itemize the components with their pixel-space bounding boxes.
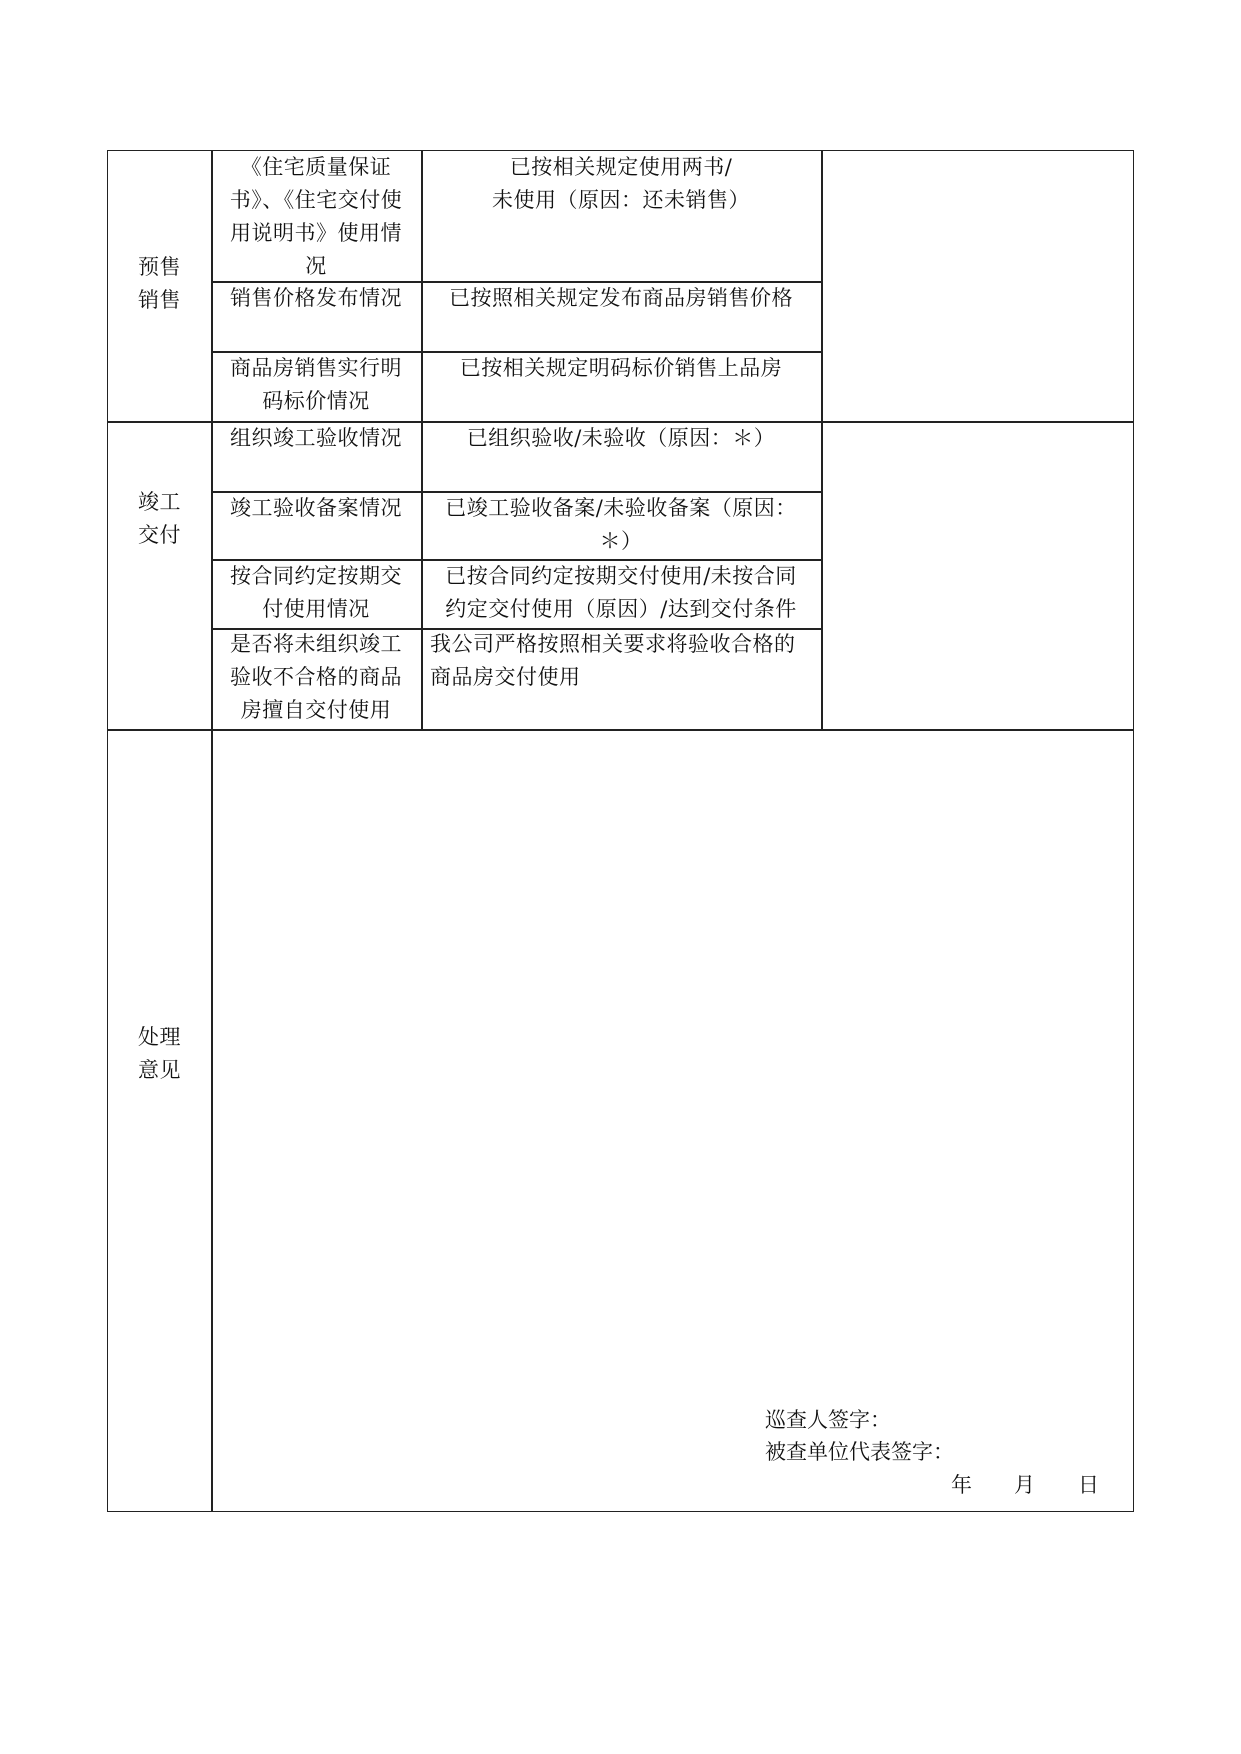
inspection-table [107,150,1134,1512]
presale-status-2: 已按照相关规定发布商品房销售价格 [449,286,793,310]
presale-item-2: 销售价格发布情况 [230,286,402,310]
completion-item-1: 组织竣工验收情况 [230,426,402,450]
section-label-completion: 竣工 交付 [138,490,181,547]
presale-status-1: 已按相关规定使用两书/ 未使用（原因：还未销售） [492,155,750,212]
section-label-opinion: 处理 意见 [138,1025,181,1082]
completion-item-4: 是否将未组织竣工 验收不合格的商品 房擅自交付使用 [230,632,402,722]
completion-status-4: 我公司严格按照相关要求将验收合格的 商品房交付使用 [430,632,796,689]
section-label-presale: 预售 销售 [138,255,181,312]
section-divider-opinion [108,729,1133,731]
presale-item-3: 商品房销售实行明 码标价情况 [230,356,402,413]
unit-representative-signature-label: 被查单位代表签字： [765,1440,954,1464]
completion-status-3: 已按合同约定按期交付使用/未按合同 约定交付使用（原因）/达到交付条件 [445,564,797,621]
completion-status-2: 已竣工验收备案/未验收备案（原因： ＊） [445,496,797,553]
date-month-label: 月 [1014,1473,1035,1497]
completion-status-1: 已组织验收/未验收（原因：＊） [466,426,776,450]
presale-status-3: 已按相关规定明码标价销售上品房 [459,356,783,380]
inspector-signature-label: 巡查人签字： [765,1408,891,1432]
col-divider-3 [821,151,823,730]
presale-item-1: 《住宅质量保证 书》、《住宅交付使 用说明书》使用情 况 [229,155,403,278]
date-year-label: 年 [951,1473,972,1497]
date-day-label: 日 [1078,1473,1099,1497]
completion-item-2: 竣工验收备案情况 [230,496,402,520]
completion-item-3: 按合同约定按期交 付使用情况 [230,564,402,621]
